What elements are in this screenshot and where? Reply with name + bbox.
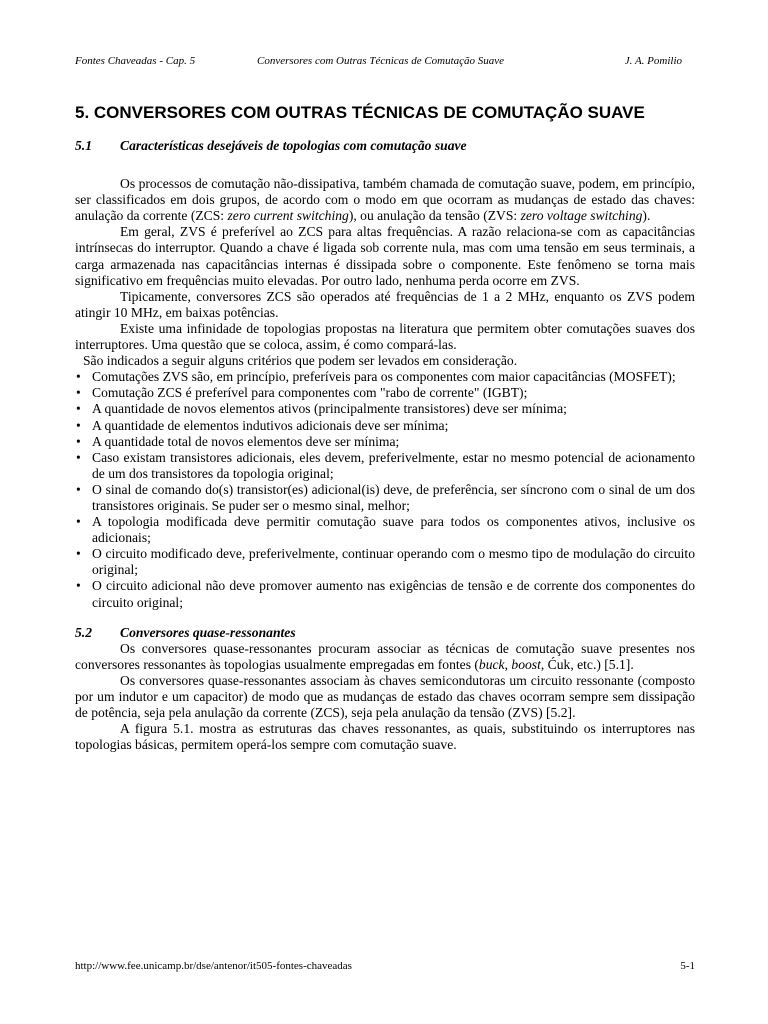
paragraph-emphasis: zero voltage switching	[520, 208, 643, 224]
list-item: • A quantidade de novos elementos ativos (principalmente transistores) deve ser mínima;	[75, 401, 695, 417]
paragraph-text: ).	[642, 208, 651, 224]
paragraph: Os conversores quase-ressonantes associam às chaves semicondutoras um circuito ressonante (composto por um indutor e um capacitor) de modo que as mudanças de estado das chaves ocorram sempre sem dissipação de potência, seja pela anulação da corrente (ZCS), seja pela anulação da tensão (ZVS) [5.2].	[75, 672, 695, 721]
footer-url: http://www.fee.unicamp.br/dse/antenor/it505-fontes-chaveadas	[75, 960, 352, 972]
paragraph-emphasis: buck	[478, 656, 505, 672]
list-item: • Caso existam transistores adicionais, eles devem, preferivelmente, estar no mesmo potencial de acionamento de um dos transistores da topologia original;	[75, 450, 695, 482]
paragraph: A figura 5.1. mostra as estruturas das chaves ressonantes, as quais, substituindo os interruptores nas topologias básicas, permitem operá-los sempre com comutação suave.	[75, 721, 695, 753]
paragraph-text: Os processos de comutação não-dissipativa, também chamada de comutação suave, podem, em princípio, ser classificados em dois grupos, de acordo com o modo em que ocorram as mudanças de estado das chaves: anulação da corrente (ZCS:	[75, 176, 695, 224]
section-title: Características desejáveis de topologias com comutação suave	[120, 138, 467, 153]
section-number: 5.1	[75, 138, 92, 153]
paragraph: Existe uma infinidade de topologias propostas na literatura que permitem obter comutações suaves dos interruptores. Uma questão que se coloca, assim, é como compará-las.	[75, 320, 695, 353]
list-item: • A topologia modificada deve permitir comutação suave para todos os componentes ativos, inclusive os adicionais;	[75, 514, 695, 546]
paragraph-text: ,	[504, 656, 512, 672]
list-item: • A quantidade de elementos indutivos adicionais deve ser mínima;	[75, 418, 695, 434]
section-heading-5-1	[75, 138, 695, 154]
header-author: J. A. Pomilio	[624, 55, 682, 67]
paragraph-emphasis: zero current switching	[227, 208, 349, 224]
paragraph-text: Os conversores quase-ressonantes procuram associar as técnicas de comutação suave presentes nos conversores ressonantes às topologias usualmente empregadas em fontes (	[75, 640, 695, 672]
page-number: 5-1	[680, 960, 695, 972]
paragraph	[75, 176, 695, 224]
list-item: • O circuito modificado deve, preferivelmente, continuar operando com o mesmo tipo de modulação do circuito original;	[75, 546, 695, 578]
section-number: 5.2	[75, 624, 92, 640]
paragraph: Tipicamente, conversores ZCS são operados até frequências de 1 a 2 MHz, enquanto os ZVS podem atingir 10 MHz, em baixas potências.	[75, 288, 695, 320]
paragraph-emphasis: boost	[511, 656, 541, 672]
body-content	[75, 138, 695, 753]
paragraph	[75, 641, 695, 673]
header-book-title: Fontes Chaveadas - Cap. 5	[75, 55, 196, 67]
running-footer	[75, 960, 695, 976]
list-item: • O sinal de comando do(s) transistor(es) adicional(is) deve, de preferência, ser síncrono com o sinal de um dos transistores originais. Se puder ser o mesmo sinal, melhor;	[75, 482, 695, 514]
criteria-list	[75, 369, 695, 610]
list-item: • Comutações ZVS são, em princípio, preferíveis para os componentes com maior capacitâncias (MOSFET);	[75, 369, 695, 385]
paragraph: Em geral, ZVS é preferível ao ZCS para altas frequências. A razão relaciona-se com as capacitâncias intrínsecas do interruptor. Quando a chave é ligada sob corrente nula, mas com uma tensão em seus terminais, a carga armazenada nas capacitâncias internas é dissipada sobre o componente. Este fenômeno se torna mais significativo em frequências muito elevadas. Por outro lado, nenhuma perda ocorre em ZVS.	[75, 224, 695, 288]
section-title: Conversores quase-ressonantes	[120, 624, 296, 640]
running-header	[75, 55, 695, 71]
section-heading-5-2	[75, 625, 695, 641]
header-chapter-title: Conversores com Outras Técnicas de Comutação Suave	[257, 55, 505, 67]
chapter-title: 5. CONVERSORES COM OUTRAS TÉCNICAS DE COMUTAÇÃO SUAVE	[75, 103, 645, 122]
list-item: • A quantidade total de novos elementos deve ser mínima;	[75, 434, 695, 450]
paragraph: São indicados a seguir alguns critérios que podem ser levados em consideração.	[83, 353, 518, 369]
list-item: • O circuito adicional não deve promover aumento nas exigências de tensão e de corrente dos componentes do circuito original;	[75, 578, 695, 610]
paragraph-text: , Ćuk, etc.) [5.1].	[540, 656, 634, 672]
paragraph-text: ), ou anulação da tensão (ZVS:	[348, 208, 521, 224]
list-item: • Comutação ZCS é preferível para componentes com "rabo de corrente" (IGBT);	[75, 385, 695, 401]
